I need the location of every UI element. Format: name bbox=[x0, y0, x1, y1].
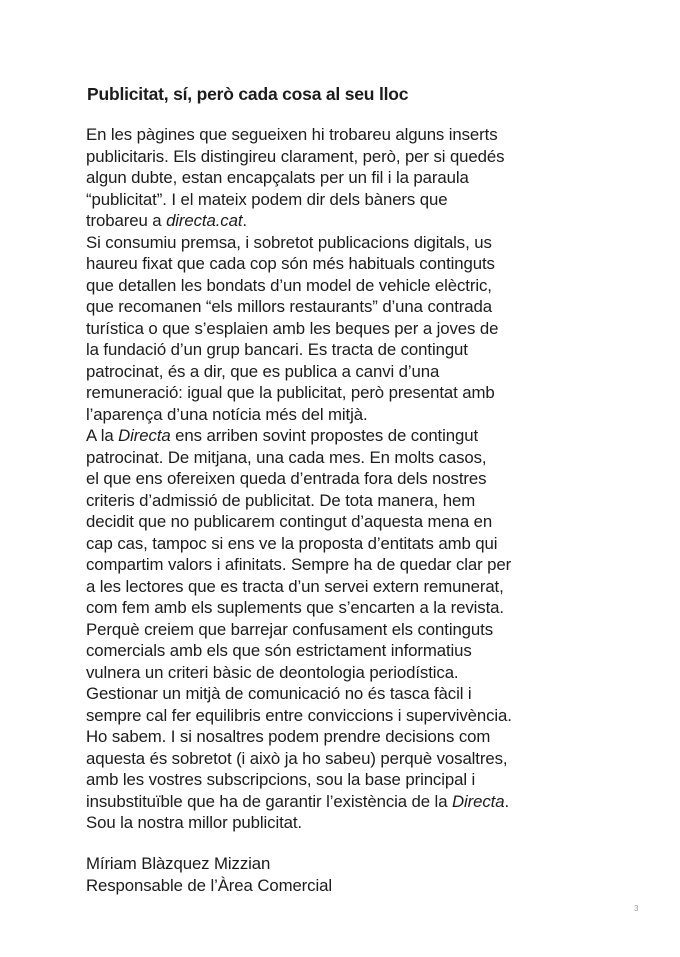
body-line bbox=[86, 296, 512, 318]
body-line bbox=[86, 232, 512, 254]
page-title: Publicitat, sí, però cada cosa al seu lloc bbox=[87, 84, 409, 104]
body-text-segment: insubstituïble que ha de garantir l’existència de la bbox=[86, 791, 452, 811]
body-line bbox=[86, 791, 512, 813]
body-line bbox=[86, 124, 512, 146]
body-text-segment: haureu fixat que cada cop són més habituals continguts bbox=[86, 254, 495, 273]
signature-role: Responsable de l’Àrea Comercial bbox=[86, 875, 332, 895]
body-text-segment: comercials amb els que són estrictament informatius bbox=[86, 641, 472, 660]
body-text-italic-segment: Directa bbox=[118, 426, 171, 445]
body-text-segment: com fem amb els suplements que s’encarten a la revista. bbox=[86, 598, 504, 617]
body-text-segment: sempre cal fer equilibris entre conviccions i supervivència. bbox=[86, 705, 512, 725]
body-text-segment: Gestionar un mitjà de comunicació no és tasca fàcil i bbox=[86, 684, 472, 703]
body-line bbox=[86, 511, 512, 533]
body-line bbox=[86, 382, 512, 404]
body-line bbox=[86, 167, 512, 189]
body-text-segment: patrocinat, és a dir, que es publica a canvi d’una bbox=[86, 361, 440, 381]
body-line bbox=[86, 361, 512, 383]
body-text-segment: remuneració: igual que la publicitat, però presentat amb bbox=[86, 383, 495, 402]
page-number: 3 bbox=[634, 904, 639, 913]
body-line bbox=[86, 339, 512, 361]
body-line bbox=[86, 619, 512, 641]
body-line bbox=[86, 447, 512, 469]
body-text-segment: . bbox=[504, 791, 510, 811]
body-line bbox=[86, 318, 512, 340]
body-text-segment: publicitaris. Els distingireu clarament, però, per si quedés bbox=[86, 146, 505, 166]
body-text-segment: vulnera un criteri bàsic de deontologia periodística. bbox=[86, 662, 459, 682]
body-line bbox=[86, 812, 512, 834]
signature-block bbox=[86, 853, 332, 896]
body-line bbox=[86, 189, 512, 211]
body-line bbox=[86, 490, 512, 512]
body-text bbox=[86, 124, 512, 834]
body-text-segment: l’aparença d’una notícia més del mitjà. bbox=[86, 404, 368, 424]
body-text-segment: Sou la nostra millor publicitat. bbox=[86, 813, 302, 832]
body-line bbox=[86, 146, 512, 168]
body-line bbox=[86, 662, 512, 684]
body-text-segment: patrocinat. De mitjana, una cada mes. En molts casos, bbox=[86, 447, 487, 467]
body-text-segment: a les lectores que es tracta d’un servei extern remunerat, bbox=[86, 576, 504, 596]
body-line bbox=[86, 468, 512, 490]
body-text-segment: decidit que no publicarem contingut d’aquesta mena en bbox=[86, 512, 493, 531]
signature-name: Míriam Blàzquez Mizzian bbox=[86, 854, 271, 873]
body-text-segment: Perquè creiem que barrejar confusament els continguts bbox=[86, 619, 493, 639]
body-text-segment: criteris d’admissió de publicitat. De tota manera, hem bbox=[86, 490, 476, 510]
body-text-segment: aquesta és sobretot (i això ja ho sabeu) perquè vosaltres, bbox=[86, 748, 508, 768]
body-text-segment: compartim valors i afinitats. Sempre ha de quedar clar per bbox=[86, 555, 512, 574]
body-line bbox=[86, 769, 512, 791]
body-line bbox=[86, 597, 512, 619]
body-line bbox=[86, 726, 512, 748]
body-text-segment: la fundació d’un grup bancari. Es tracta de contingut bbox=[86, 340, 468, 359]
body-line bbox=[86, 275, 512, 297]
body-text-segment: ens arriben sovint propostes de contingut bbox=[170, 426, 479, 445]
body-text-segment: algun dubte, estan encapçalats per un fil i la paraula bbox=[86, 168, 469, 187]
body-text-italic-segment: directa.cat bbox=[166, 211, 243, 230]
body-text-segment: cap cas, tampoc si ens ve la proposta d’entitats amb qui bbox=[86, 533, 498, 553]
body-text-segment: el que ens ofereixen queda d’entrada fora dels nostres bbox=[86, 469, 487, 488]
body-line bbox=[86, 640, 512, 662]
body-line bbox=[86, 253, 512, 275]
body-line bbox=[86, 404, 512, 426]
body-line bbox=[86, 683, 512, 705]
body-text-segment: que detallen les bondats d’un model de vehicle elèctric, bbox=[86, 275, 492, 295]
body-line bbox=[86, 554, 512, 576]
body-line bbox=[86, 576, 512, 598]
body-text-segment: Ho sabem. I si nosaltres podem prendre decisions com bbox=[86, 727, 491, 746]
body-line bbox=[86, 748, 512, 770]
body-text-segment: “publicitat”. I el mateix podem dir dels bàners que bbox=[86, 189, 448, 209]
body-text-segment: que recomanen “els millors restaurants” d’una contrada bbox=[86, 297, 492, 316]
body-text-segment: amb les vostres subscripcions, sou la base principal i bbox=[86, 770, 476, 789]
body-text-segment: . bbox=[242, 211, 247, 230]
body-text-segment: trobareu a bbox=[86, 211, 167, 230]
body-text-segment: A la bbox=[86, 426, 119, 445]
body-text-segment: turística o que s’esplaien amb les beques per a joves de bbox=[86, 318, 499, 338]
body-line bbox=[86, 705, 512, 727]
body-text-italic-segment: Directa bbox=[452, 791, 505, 811]
body-text-segment: Si consumiu premsa, i sobretot publicacions digitals, us bbox=[86, 232, 492, 252]
body-line bbox=[86, 533, 512, 555]
body-text-segment: En les pàgines que segueixen hi trobareu alguns inserts bbox=[86, 125, 498, 144]
body-line bbox=[86, 210, 512, 232]
body-line bbox=[86, 425, 512, 447]
